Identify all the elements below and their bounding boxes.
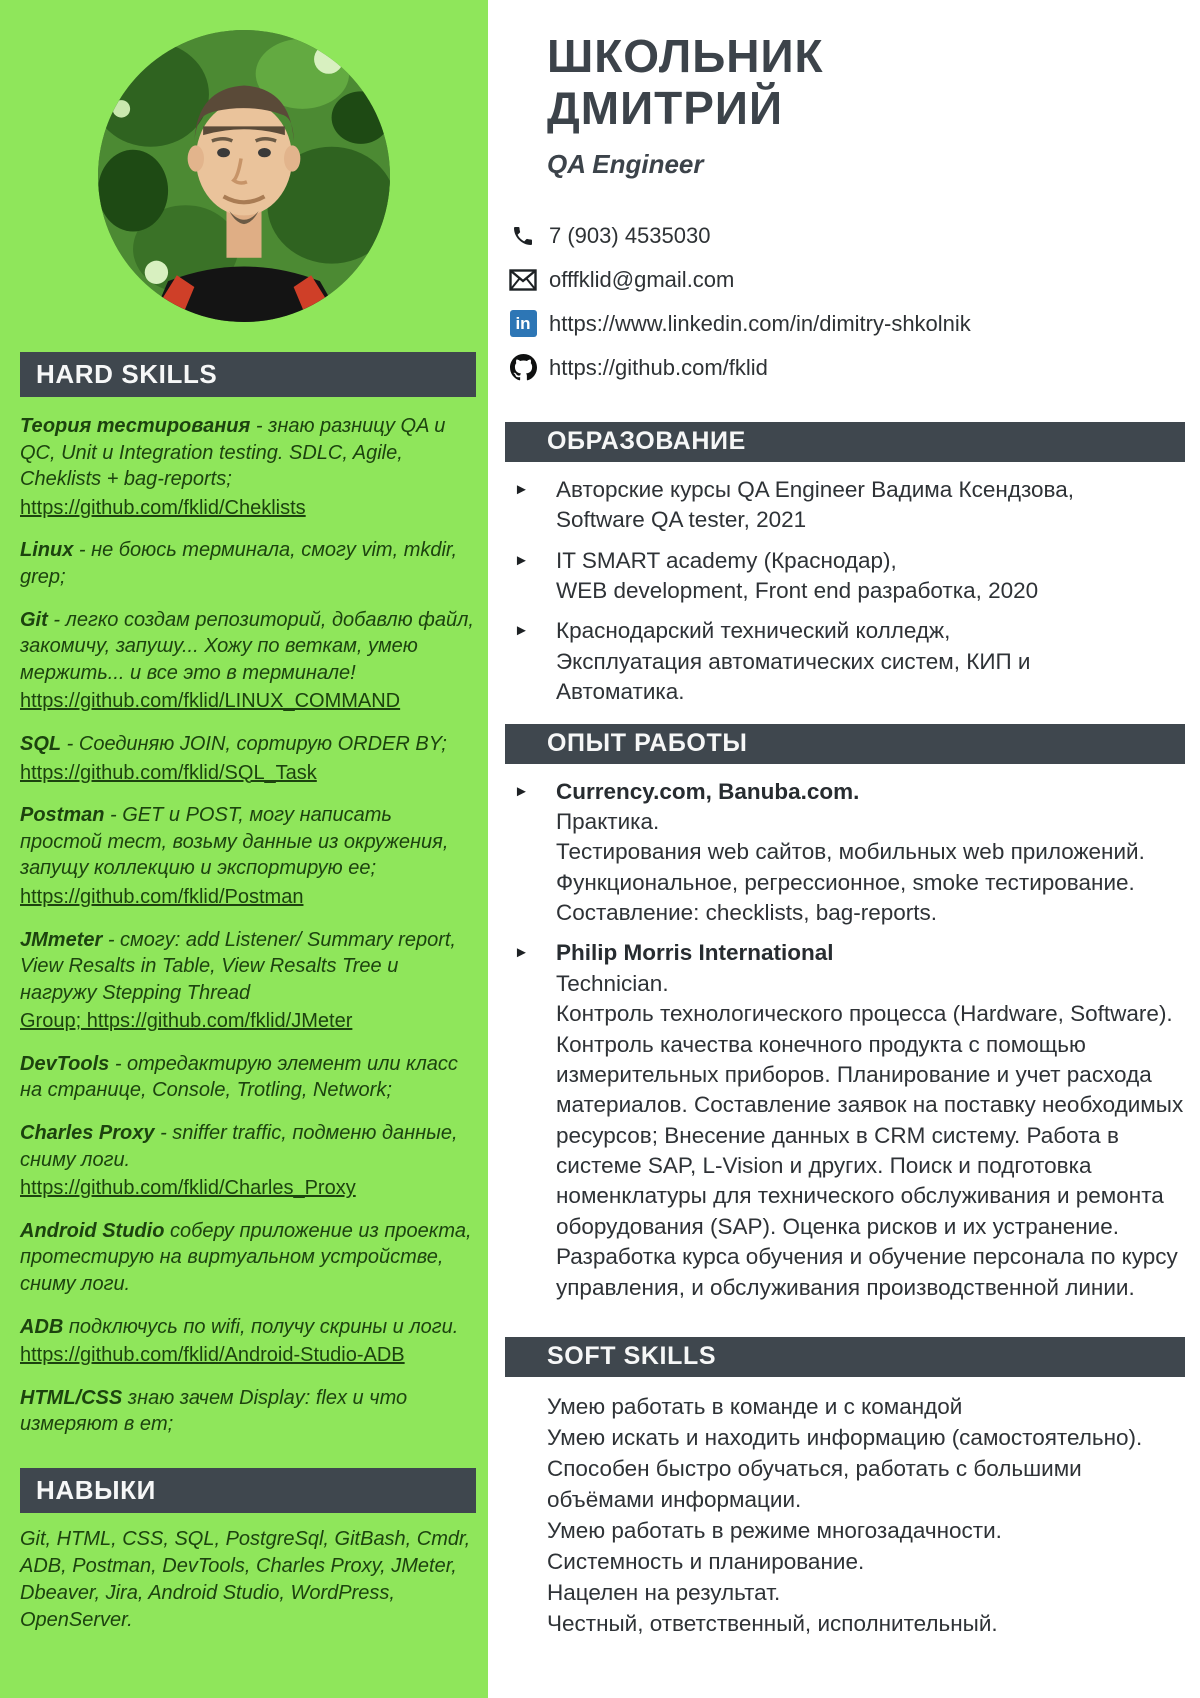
skill-name: Postman [20,804,105,827]
item-text [556,546,1038,607]
skill-paragraph [20,1120,478,1202]
linkedin-icon: in [510,310,537,337]
item-line: Функциональное, регрессионное, smoke тестирование. [556,869,1135,895]
soft-skill-line: Умею работать в команде и с командой [547,1393,963,1419]
soft-skills-list [547,1391,1185,1639]
education-title: ОБРАЗОВАНИЕ [547,427,746,456]
profile-photo [98,30,390,322]
hard-skills-list [0,397,488,1438]
person-role: QA Engineer [547,148,704,179]
soft-skill-line: Умею искать и находить информацию (самостоятельно). [547,1424,1143,1450]
item-line: Тестирования web сайтов, мобильных web приложений. [556,839,1145,865]
skill-name: JMmeter [20,928,103,951]
item-line: Авторские курсы QA Engineer Вадима Ксендзова, [556,476,1075,502]
item-text [556,616,1030,707]
contact-row [507,220,1185,252]
soft-skill-line: Системность и планирование. [547,1549,865,1575]
skill-description: знаю зачем Display: flex и что измеряют в em; [20,1386,408,1436]
skill-paragraph [20,537,478,590]
skill-name: Git [20,608,48,631]
soft-skill-line: Честный, ответственный, исполнительный. [547,1611,998,1637]
item-text [556,777,1145,929]
bullet-triangle-icon: ► [514,944,529,962]
bullet-triangle-icon: ► [514,551,529,569]
item-line: WEB development, Front end разработка, 2020 [556,578,1039,603]
soft-skill-line: Нацелен на результат. [547,1580,781,1606]
bullet-triangle-icon: ► [514,782,529,800]
navyki-header [20,1468,476,1513]
item-line: Составление: checklists, bag-reports. [556,900,938,925]
experience-item [505,938,1185,1303]
github-link[interactable]: https://github.com/fklid/Postman [20,885,304,908]
skill-name: DevTools [20,1052,110,1075]
profile-photo-illustration [98,30,390,322]
skill-description: - не боюсь терминала, смогу vim, mkdir, grep; [20,539,458,588]
education-item [505,546,1185,607]
company-name: Philip Morris International [556,940,834,966]
skill-name: Android Studio [20,1219,165,1242]
contact-list [507,220,1185,384]
email-icon [507,264,539,296]
skill-paragraph [20,1218,478,1298]
item-line: Эксплуатация автоматических систем, КИП и [556,648,1031,674]
skill-description: - легко создам репозиторий, добавлю файл, закомичу, запушу... Хожу по веткам, умею мержить... и все это в терминале! [20,608,474,684]
contact-text[interactable]: https://github.com/fklid [549,354,768,380]
github-icon [507,352,539,384]
experience-title: ОПЫТ РАБОТЫ [547,729,748,757]
skill-name: ADB [20,1315,64,1338]
item-text [556,475,1074,536]
skill-description: - смогу: add Listener/ Summary report, View Resalts in Table, View Resalts Tree и нагружу Stepping Thread [20,928,456,1004]
github-link[interactable]: https://github.com/fklid/Android-Studio-ADB [20,1344,405,1367]
contact-text[interactable]: https://www.linkedin.com/in/dimitry-shkolnik [549,310,971,336]
item-line: Software QA tester, 2021 [556,507,807,533]
soft-skills-header [505,1337,1185,1377]
skill-name: Теория тестирования [20,415,251,437]
person-name-line1: ШКОЛЬНИК [547,30,824,82]
bullet-triangle-icon: ► [514,480,529,498]
experience-item [505,777,1185,929]
soft-skills-title: SOFT SKILLS [547,1342,717,1371]
skill-paragraph [20,413,478,521]
item-line: Практика. [556,808,660,834]
skill-paragraph [20,1314,478,1369]
contact-text: 7 (903) 4535030 [549,222,711,248]
education-header [505,422,1185,462]
soft-skill-line: Способен быстро обучаться, работать с большими объёмами информации. [547,1455,1082,1513]
phone-icon [507,220,539,252]
skill-paragraph [20,731,478,786]
item-line: Контроль качества конечного продукта с помощью измерительных приборов. Планирование и учет расхода материалов. Составление заявок на поставку необходимых ресурсов; Внесение данных в CRM систему. Работа в системе SAP, L-Vision и других. Поиск и подготовка номенклатуры для технического обслуживания и ремонта оборудования (SAP). Оценка рисков и их устранение. Разработка курса обучения и обучение персонала по курсу управления, и обслуживания производственной линии. [556,1031,1184,1300]
experience-header [505,724,1185,764]
skill-paragraph [20,927,478,1035]
github-link[interactable]: https://github.com/fklid/Cheklists [20,496,306,519]
company-name: Currency.com, Banuba.com. [556,778,860,804]
item-line: Автоматика. [556,679,685,705]
github-link[interactable]: https://github.com/fklid/Charles_Proxy [20,1177,356,1200]
hard-skills-title: HARD SKILLS [36,359,218,389]
skill-name: Linux [20,539,74,562]
skill-name: HTML/CSS [20,1386,123,1409]
item-line: Краснодарский технический колледж, [556,618,951,644]
skill-paragraph [20,607,478,715]
skill-description: - отредактирую элемент или класс на странице, Console, Trotling, Network; [20,1052,458,1102]
github-link[interactable]: Group; https://github.com/fklid/JMeter [20,1010,353,1033]
github-link[interactable]: https://github.com/fklid/SQL_Task [20,761,317,784]
education-list [505,475,1185,708]
item-text [556,938,1185,1303]
github-link[interactable]: https://github.com/fklid/LINUX_COMMAND [20,690,401,713]
skill-description: - знаю разницу QA и QC, Unit и Integration testing. SDLC, Agile, Cheklists + bag-reports; [20,415,446,491]
sidebar [0,0,488,1698]
bullet-triangle-icon: ► [514,622,529,640]
skill-paragraph [20,1385,478,1438]
hard-skills-header [20,352,476,397]
skill-paragraph [20,1051,478,1104]
skill-name: Charles Proxy [20,1122,155,1145]
experience-list [505,777,1185,1303]
soft-skill-line: Умею работать в режиме многозадачности. [547,1518,1002,1544]
skill-description: соберу приложение из проекта, протестирую на виртуальном устройстве, сниму логи. [20,1219,472,1296]
person-name-line2: ДМИТРИЙ [547,82,784,135]
education-item [505,616,1185,707]
skill-description: - sniffer traffic, подменю данные, сниму логи. [20,1122,458,1171]
skill-description: - Соединяю JOIN, сортирую ORDER BY; [61,732,447,755]
skill-description: подключусь по wifi, получу скрины и логи. [63,1315,459,1338]
skill-description: - GET и POST, могу написать простой тест, возьму данные из окружения, запущу коллекцию и экспортирую ее; [20,804,449,880]
contact-text[interactable]: offfklid@gmail.com [549,266,735,292]
main-column [505,0,1185,1639]
navyki-title: НАВЫКИ [36,1475,156,1505]
linkedin-icon [507,308,539,340]
item-line: Контроль технологического процесса (Hardware, Software). [556,1001,1173,1027]
skill-name: SQL [20,732,62,755]
navyki-text: Git, HTML, CSS, SQL, PostgreSql, GitBash, Cmdr, ADB, Postman, DevTools, Charles Proxy, JMeter, Dbeaver, Jira, Android Studio, WordPress, OpenServer. [20,1528,471,1631]
person-name [547,30,1185,135]
contact-row[interactable] [507,352,1185,384]
contact-row[interactable] [507,308,1185,340]
item-line: IT SMART academy (Краснодар), [556,547,897,573]
education-item [505,475,1185,536]
contact-row[interactable] [507,264,1185,296]
skill-paragraph [20,802,478,910]
item-line: Technician. [556,970,669,996]
